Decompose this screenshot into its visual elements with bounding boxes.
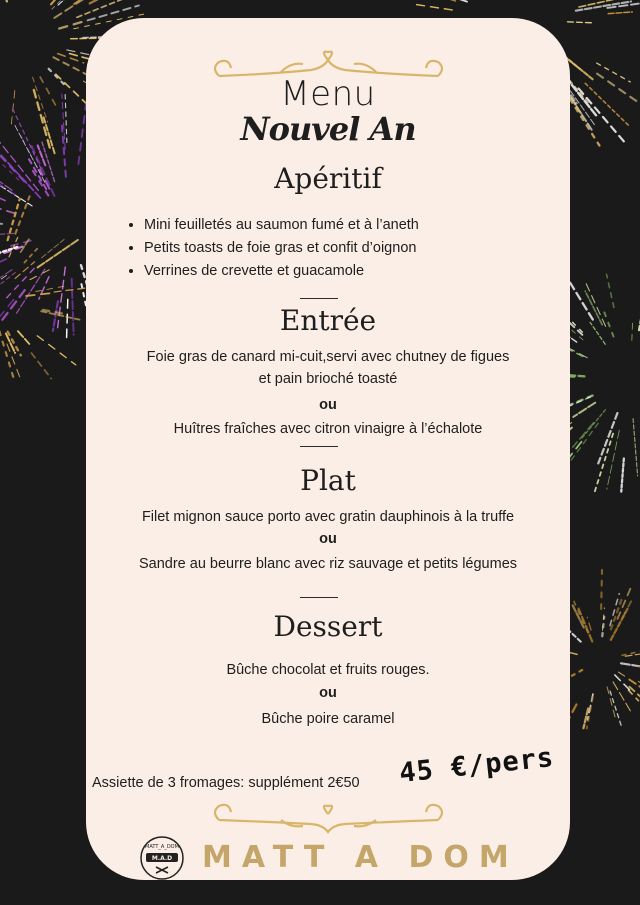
price-tag: 45 €/pers	[397, 741, 556, 790]
aperitif-title: Apéritif	[274, 162, 382, 195]
bottom-flourish-icon	[211, 800, 446, 834]
dessert-option-2: Bûche poire caramel	[261, 711, 395, 727]
menu-subtitle: Nouvel An	[240, 110, 416, 148]
section-divider	[300, 446, 338, 447]
aperitif-list	[128, 214, 419, 283]
mad-logo-icon	[140, 836, 184, 880]
entree-or: ou	[319, 397, 337, 413]
section-divider	[300, 298, 338, 299]
list-item: • Petits toasts de foie gras et confit d’oignon	[144, 237, 419, 260]
menu-card	[86, 18, 570, 880]
dessert-title: Dessert	[273, 610, 383, 643]
plat-option-1: Filet mignon sauce porto avec gratin dauphinois à la truffe	[141, 509, 515, 525]
entree-option-1-line-2: et pain brioché toasté	[258, 371, 398, 387]
dessert-or: ou	[319, 685, 337, 701]
plat-or: ou	[319, 531, 337, 547]
logo-initials: M.A.D	[151, 855, 173, 862]
menu-heading: Menu	[280, 74, 376, 114]
list-item: • Mini feuilletés au saumon fumé et à l’aneth	[144, 214, 419, 237]
entree-option-1	[86, 346, 570, 390]
plat-title: Plat	[300, 464, 356, 497]
brand-name: MATT A DOM	[202, 840, 519, 875]
section-divider	[300, 597, 338, 598]
cheese-supplement: Assiette de 3 fromages: supplément 2€50	[92, 775, 360, 791]
dessert-option-1: Bûche chocolat et fruits rouges.	[226, 662, 430, 678]
logo-top-text: MATT_A_DOM	[145, 844, 179, 850]
entree-option-2: Huîtres fraîches avec citron vinaigre à l’échalote	[173, 421, 483, 437]
entree-option-1-line-1: Foie gras de canard mi-cuit,servi avec chutney de figues	[146, 349, 510, 365]
list-item: • Verrines de crevette et guacamole	[144, 260, 419, 283]
plat-option-2: Sandre au beurre blanc avec riz sauvage et petits légumes	[138, 556, 518, 572]
entree-title: Entrée	[279, 304, 377, 337]
